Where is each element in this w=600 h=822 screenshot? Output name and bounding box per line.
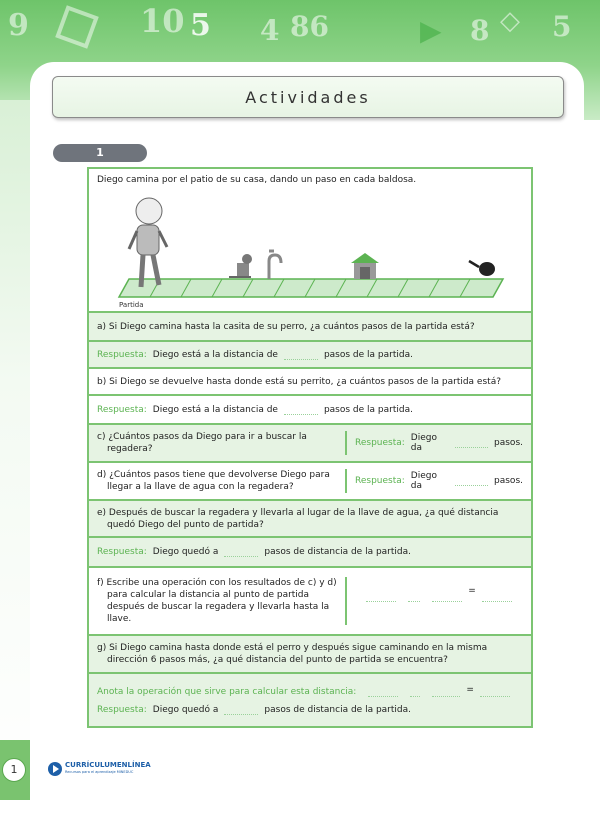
- answer-label: Respuesta:: [355, 476, 405, 486]
- start-label: Partida: [119, 301, 144, 309]
- watering-can: [469, 261, 495, 276]
- activity-frame: [87, 167, 533, 728]
- question-a: [89, 311, 531, 340]
- answer-a-suffix: pasos de la partida.: [323, 349, 413, 360]
- question-f-text: f) Escribe una operación con los resultados de c) y d) para calcular la distancia al punto de partida después de buscar la regadera y llevarla hasta la llave.: [97, 578, 337, 624]
- decorative-square-icon: ◇: [500, 6, 520, 36]
- dog-figure: [229, 254, 252, 277]
- answer-label: Respuesta:: [355, 438, 405, 448]
- decorative-number: 5: [552, 10, 572, 43]
- question-e: [89, 499, 531, 536]
- decorative-number: 10: [140, 2, 185, 40]
- operation-prompt: Anota la operación que sirve para calcular esta distancia:: [97, 687, 357, 697]
- answer-d-blank[interactable]: [455, 476, 488, 486]
- answer-label: Respuesta:: [97, 404, 147, 415]
- tile-path: [119, 279, 503, 297]
- answer-b-prefix: Diego está a la distancia de: [152, 404, 278, 415]
- hallway-illustration: [89, 169, 527, 311]
- question-a-text: a) Si Diego camina hasta la casita de su perro, ¿a cuántos pasos de la partida está?: [97, 321, 475, 332]
- answer-label: Respuesta:: [97, 547, 147, 557]
- answer-g-suffix: pasos de distancia de la partida.: [264, 705, 411, 715]
- answer-g-prefix: Diego quedó a: [152, 705, 219, 715]
- operation-g-result[interactable]: [480, 687, 510, 697]
- logo-text: CURRÍCULUMENLÍNEA: [65, 761, 151, 769]
- answer-a-blank[interactable]: [284, 350, 318, 360]
- question-g: [89, 634, 531, 672]
- decorative-number: 4: [260, 14, 280, 47]
- question-f: [89, 566, 531, 634]
- decorative-triangle-icon: ▶: [420, 14, 442, 47]
- answer-c-blank[interactable]: [455, 438, 488, 448]
- question-d: [89, 461, 531, 499]
- section-title-box: [52, 76, 564, 118]
- operation-f-operand-1[interactable]: [366, 592, 396, 602]
- question-b: [89, 367, 531, 394]
- answer-e: [89, 536, 531, 566]
- decorative-number: 86: [290, 10, 329, 43]
- boy-figure: [129, 198, 167, 287]
- logo-subtext: Recursos para el aprendizaje MINEDUC: [65, 770, 134, 774]
- question-b-text: b) Si Diego se devuelve hasta donde está su perrito, ¿a cuántos pasos de la partida está?: [97, 376, 501, 387]
- operation-f-operator[interactable]: [408, 592, 420, 602]
- activity-intro: Diego camina por el patio de su casa, dando un paso en cada baldosa.: [97, 175, 417, 185]
- operation-g-operator[interactable]: [410, 687, 420, 697]
- answer-a: [89, 340, 531, 367]
- answer-b: [89, 394, 531, 423]
- question-c-text: c) ¿Cuántos pasos da Diego para ir a buscar la regadera?: [97, 432, 307, 454]
- page-number: 1: [2, 758, 26, 782]
- equals-sign: =: [468, 586, 476, 596]
- answer-d-suffix: pasos.: [494, 476, 523, 486]
- operation-g-operand-1[interactable]: [368, 687, 398, 697]
- operation-f-result[interactable]: [482, 592, 512, 602]
- answer-label: Respuesta:: [97, 705, 147, 715]
- question-d-text: d) ¿Cuántos pasos tiene que devolverse Diego para llegar a la llave de agua con la regadera?: [97, 470, 330, 492]
- decorative-number: 8: [470, 14, 490, 47]
- dog-house: [351, 253, 379, 279]
- answer-b-suffix: pasos de la partida.: [323, 404, 413, 415]
- page-title: Actividades: [245, 87, 371, 107]
- question-g-text: g) Si Diego camina hasta donde está el perro y después sigue caminando en la misma dirección 6 pasos más, ¿a qué distancia del punto de partida se encuentra?: [97, 643, 488, 665]
- decorative-number: 5: [190, 8, 211, 43]
- illustration: [89, 169, 531, 311]
- question-c: [89, 423, 531, 461]
- answer-g: [89, 672, 531, 726]
- curriculum-logo: [48, 762, 151, 776]
- decorative-square-icon: [55, 5, 99, 49]
- activity-number-badge: 1: [53, 144, 147, 162]
- answer-g-blank[interactable]: [224, 705, 258, 715]
- answer-a-prefix: Diego está a la distancia de: [152, 349, 278, 360]
- answer-label: Respuesta:: [97, 349, 147, 360]
- answer-e-suffix: pasos de distancia de la partida.: [264, 547, 411, 557]
- decorative-side-background: [0, 100, 30, 800]
- answer-e-prefix: Diego quedó a: [152, 547, 219, 557]
- answer-c-prefix: Diego da: [410, 433, 437, 453]
- answer-b-blank[interactable]: [284, 405, 318, 415]
- answer-c-suffix: pasos.: [494, 438, 523, 448]
- equals-sign: =: [466, 685, 474, 695]
- water-tap: [269, 251, 281, 279]
- answer-e-blank[interactable]: [224, 547, 258, 557]
- decorative-number: 9: [8, 8, 29, 43]
- operation-f-operand-2[interactable]: [432, 592, 462, 602]
- play-logo-icon: [48, 762, 62, 776]
- operation-g-operand-2[interactable]: [432, 687, 460, 697]
- answer-d-prefix: Diego da: [410, 471, 437, 491]
- question-e-text: e) Después de buscar la regadera y llevarla al lugar de la llave de agua, ¿a qué distancia quedó Diego del punto de partida?: [97, 507, 499, 530]
